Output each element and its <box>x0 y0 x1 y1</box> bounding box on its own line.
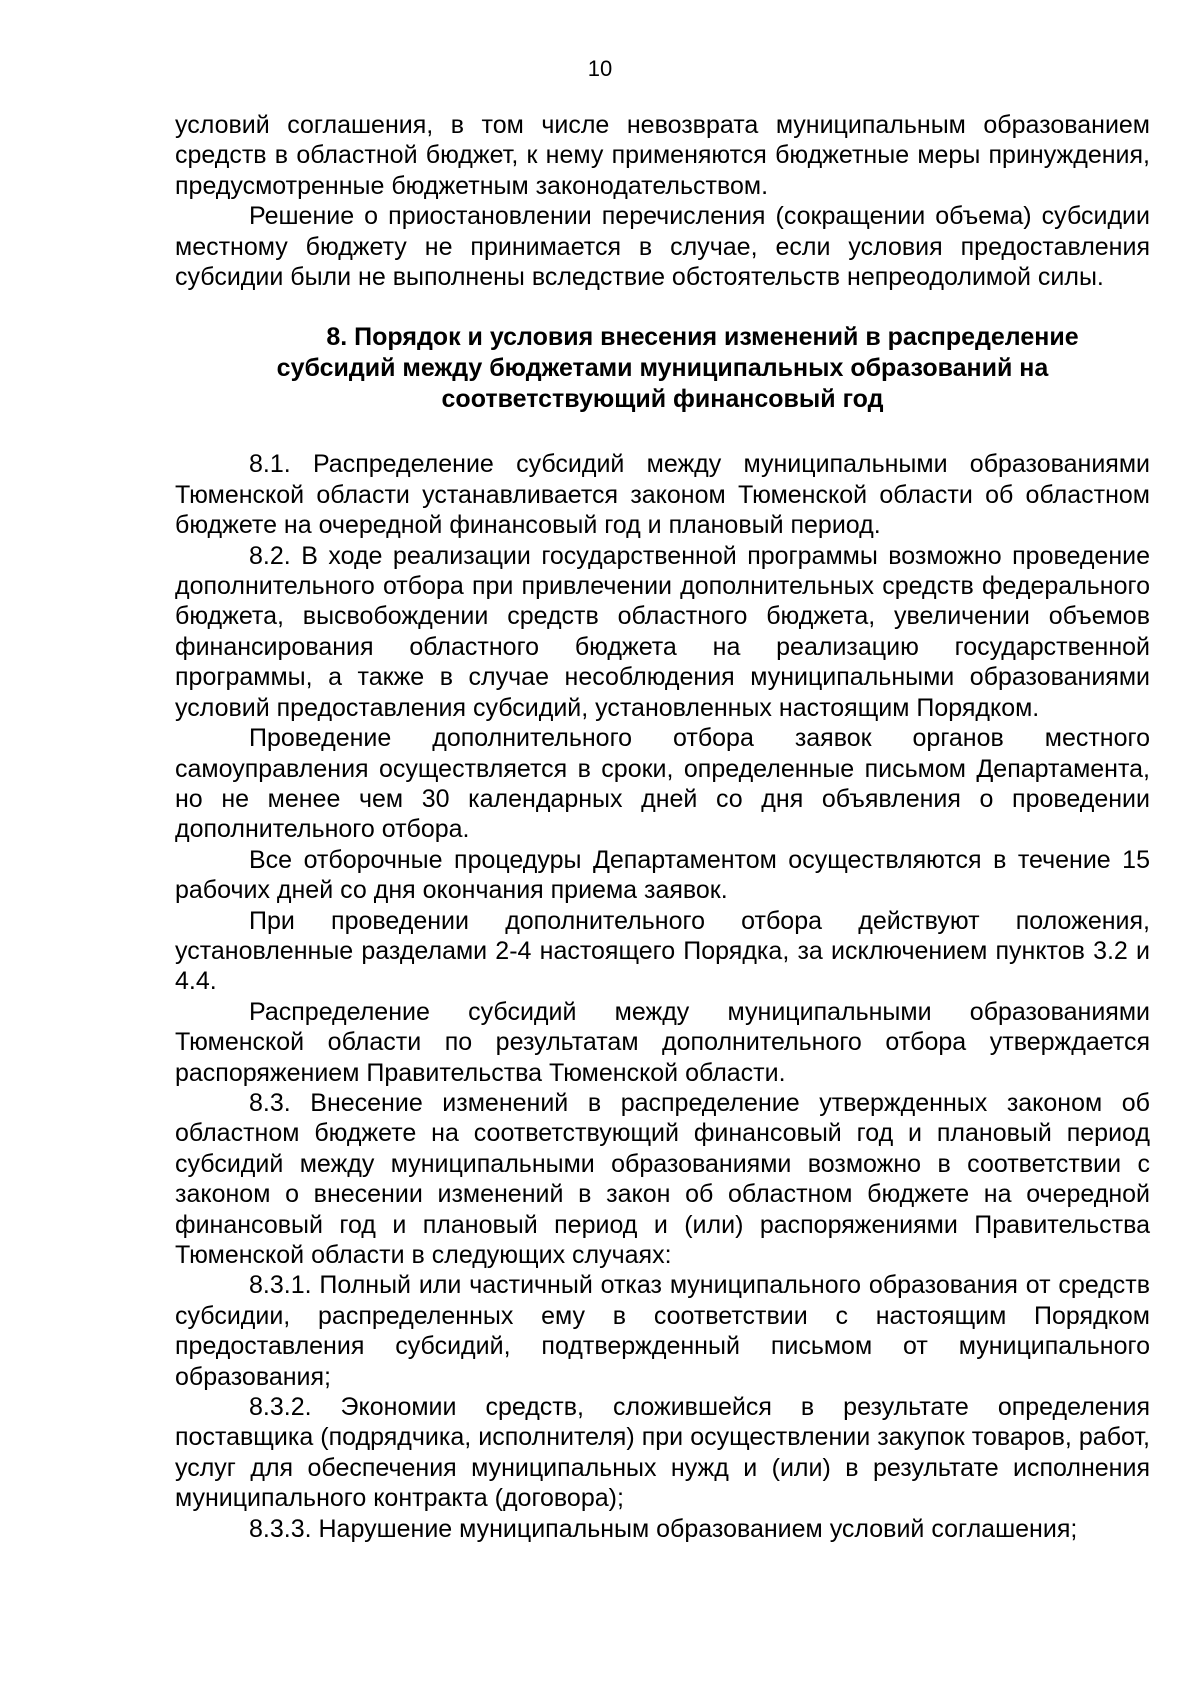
paragraph-distribution-approval: Распределение субсидий между муниципальными образованиями Тюменской области по результатам дополнительного отбора утверждается распоряжением Правительства Тюменской области. <box>175 997 1150 1087</box>
document-body <box>175 110 1150 1544</box>
paragraph-selection-procedures: Все отборочные процедуры Департаментом осуществляются в течение 15 рабочих дней со дня окончания приема заявок. <box>175 845 1150 905</box>
paragraph-continuation: условий соглашения, в том числе невозврата муниципальным образованием средств в областной бюджет, к нему применяются бюджетные меры принуждения, предусмотренные бюджетным законодательством. <box>175 111 1150 200</box>
paragraph-8-3: 8.3. Внесение изменений в распределение утвержденных законом об областном бюджете на соответствующий финансовый год и плановый период субсидий между муниципальными образованиями возможно в соответствии с законом о внесении изменений в закон об областном бюджете на очередной финансовый год и плановый период и (или) распоряжениями Правительства Тюменской области в следующих случаях: <box>175 1088 1150 1269</box>
section-heading-line: субсидий между бюджетами муниципальных образований на <box>276 354 1049 383</box>
paragraph-additional-selection: Проведение дополнительного отбора заявок органов местного самоуправления осуществляется в сроки, определенные письмом Департамента, но не менее чем 30 календарных дней со дня объявления о проведении дополнительного отбора. <box>175 724 1150 844</box>
paragraph-suspension-decision: Решение о приостановлении перечисления (сокращении объема) субсидии местному бюджету не принимается в случае, если условия предоставления субсидии были не выполнены вследствие обстоятельств непреодолимой силы. <box>175 202 1150 292</box>
paragraph-8-1: 8.1. Распределение субсидий между муниципальными образованиями Тюменской области устанавливается законом Тюменской области об областном бюджете на очередной финансовый год и плановый период. <box>175 450 1150 540</box>
paragraph-8-3-3: 8.3.3. Нарушение муниципальным образованием условий соглашения; <box>249 1514 1078 1543</box>
paragraph-selection-provisions: При проведении дополнительного отбора действуют положения, установленные разделами 2-4 настоящего Порядка, за исключением пунктов 3.2 и 4.4. <box>175 906 1150 996</box>
section-heading-line: соответствующий финансовый год <box>441 385 884 414</box>
paragraph-8-2: 8.2. В ходе реализации государственной программы возможно проведение дополнительного отбора при привлечении дополнительных средств федерального бюджета, высвобождении средств областного бюджета, увеличении объемов финансирования областного бюджета на реализацию государственной программы, а также в случае несоблюдения муниципальными образованиями условий предоставления субсидий, установленных настоящим Порядком. <box>175 541 1150 722</box>
section-8-heading <box>175 322 1150 415</box>
page-number: 10 <box>587 56 613 81</box>
section-heading-line: 8. Порядок и условия внесения изменений в распределение <box>326 323 1079 352</box>
paragraph-8-3-2: 8.3.2. Экономии средств, сложившейся в результате определения поставщика (подрядчика, исполнителя) при осуществлении закупок товаров, работ, услуг для обеспечения муниципальных нужд и (или) в результате исполнения муниципального контракта (договора); <box>175 1393 1150 1513</box>
paragraph-8-3-1: 8.3.1. Полный или частичный отказ муниципального образования от средств субсидии, распределенных ему в соответствии с настоящим Порядком предоставления субсидий, подтвержденный письмом от муниципального образования; <box>175 1271 1150 1391</box>
